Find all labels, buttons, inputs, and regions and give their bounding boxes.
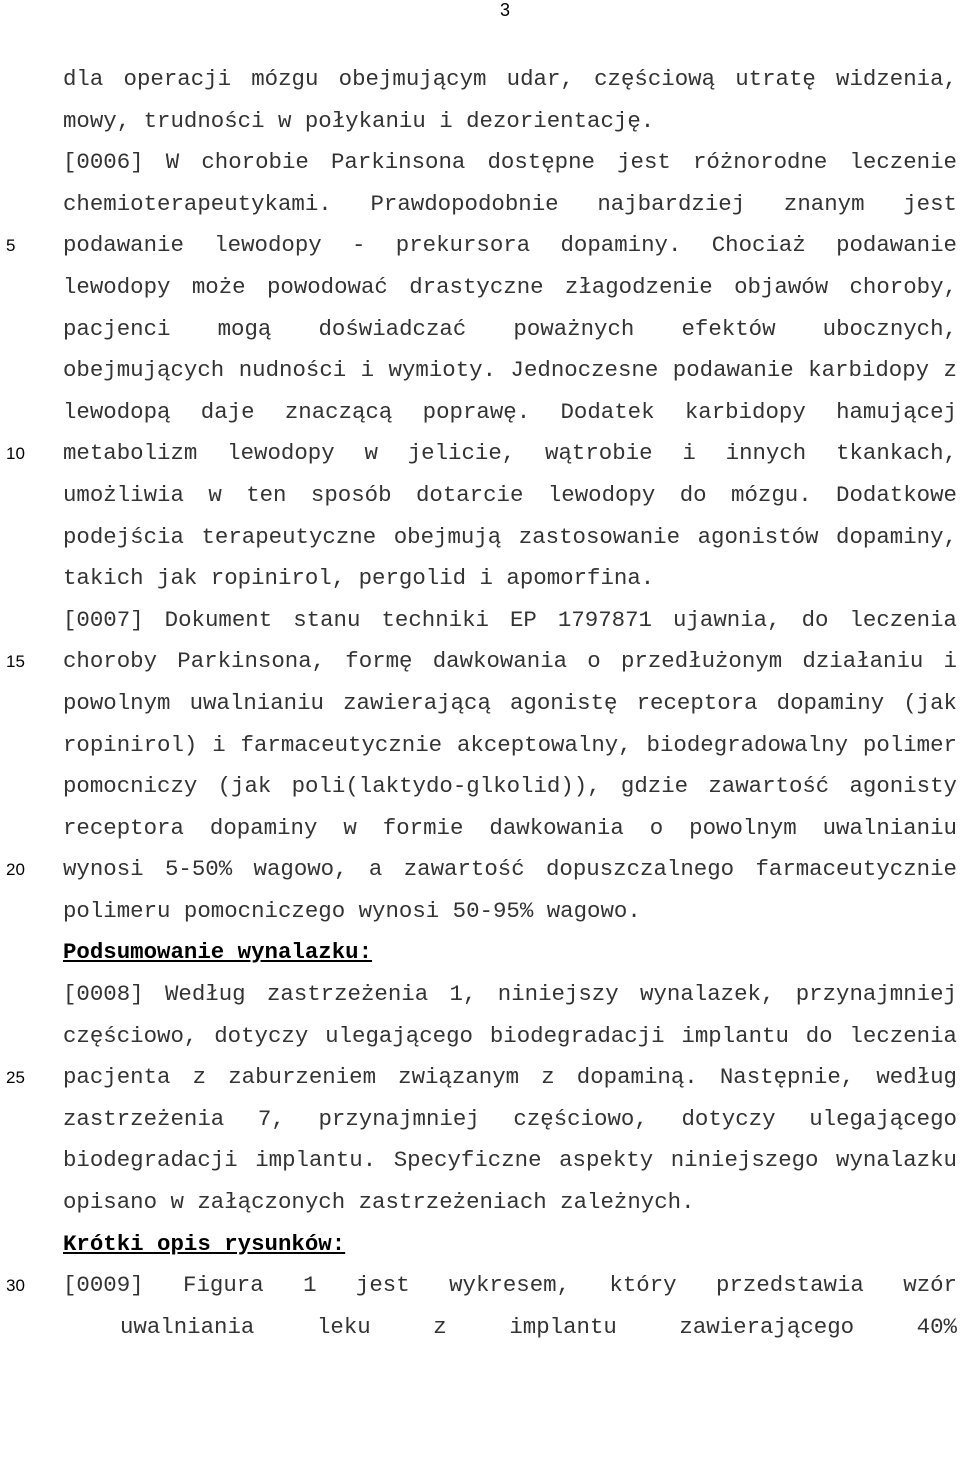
paragraph-0009-line-2: uwalniania leku z implantu zawierającego 40% — [120, 1313, 957, 1340]
document-body — [63, 59, 957, 1348]
line-number-30: 30 — [6, 1276, 25, 1295]
paragraph-0006: [0006] W chorobie Parkinsona dostępne jest różnorodne leczenie chemioterapeutykami. Prawdopodobnie najbardziej znanym jest podawanie lewodopy - prekursora dopaminy. Chociaż podawanie lewodopy może powodować drastyczne złagodzenie objawów choroby, pacjenci mogą doświadczać poważnych efektów ubocznych, obejmujących nudności i wymioty. Jednoczesne podawanie karbidopy z lewodopą daje znaczącą poprawę. Dodatek karbidopy hamującej metabolizm lewodopy w jelicie, wątrobie i innych tkankach, umożliwia w ten sposób dotarcie lewodopy do mózgu. Dodatkowe podejścia terapeutyczne obejmują zastosowanie agonistów dopaminy, takich jak ropinirol, pergolid i apomorfina. — [63, 149, 957, 592]
paragraph-0009-line-1: [0009] Figura 1 jest wykresem, który przedstawia wzór — [63, 1272, 957, 1299]
line-number-10: 10 — [6, 444, 25, 463]
heading-drawings: Krótki opis rysunków: — [63, 1230, 346, 1257]
paragraph-0008: [0008] Według zastrzeżenia 1, niniejszy wynalazek, przynajmniej częściowo, dotyczy ulegającego biodegradacji implantu do leczenia pacjenta z zaburzeniem związanym z dopaminą. Następnie, według zastrzeżenia 7, przynajmniej częściowo, dotyczy ulegającego biodegradacji implantu. Specyficzne aspekty niniejszego wynalazku opisano w załączonych zastrzeżeniach zależnych. — [63, 981, 957, 1216]
paragraph-intro: dla operacji mózgu obejmującym udar, częściową utratę widzenia, mowy, trudności w połykaniu i dezorientację. — [63, 66, 957, 134]
paragraph-0009 — [63, 1265, 957, 1348]
line-number-15: 15 — [6, 652, 25, 671]
page-number: 3 — [500, 0, 511, 20]
paragraph-0007: [0007] Dokument stanu techniki EP 1797871 ujawnia, do leczenia choroby Parkinsona, formę dawkowania o przedłużonym działaniu i powolnym uwalnianiu zawierającą agonistę receptora dopaminy (jak ropinirol) i farmaceutycznie akceptowalny, biodegradowalny polimer pomocniczy (jak poli(laktydo-glkolid)), gdzie zawartość agonisty receptora dopaminy w formie dawkowania o powolnym uwalnianiu wynosi 5-50% wagowo, a zawartość dopuszczalnego farmaceutycznie polimeru pomocniczego wynosi 50-95% wagowo. — [63, 606, 957, 924]
line-number-20: 20 — [6, 860, 25, 879]
line-number-5: 5 — [6, 236, 16, 255]
line-number-25: 25 — [6, 1068, 25, 1087]
heading-summary: Podsumowanie wynalazku: — [63, 939, 373, 966]
